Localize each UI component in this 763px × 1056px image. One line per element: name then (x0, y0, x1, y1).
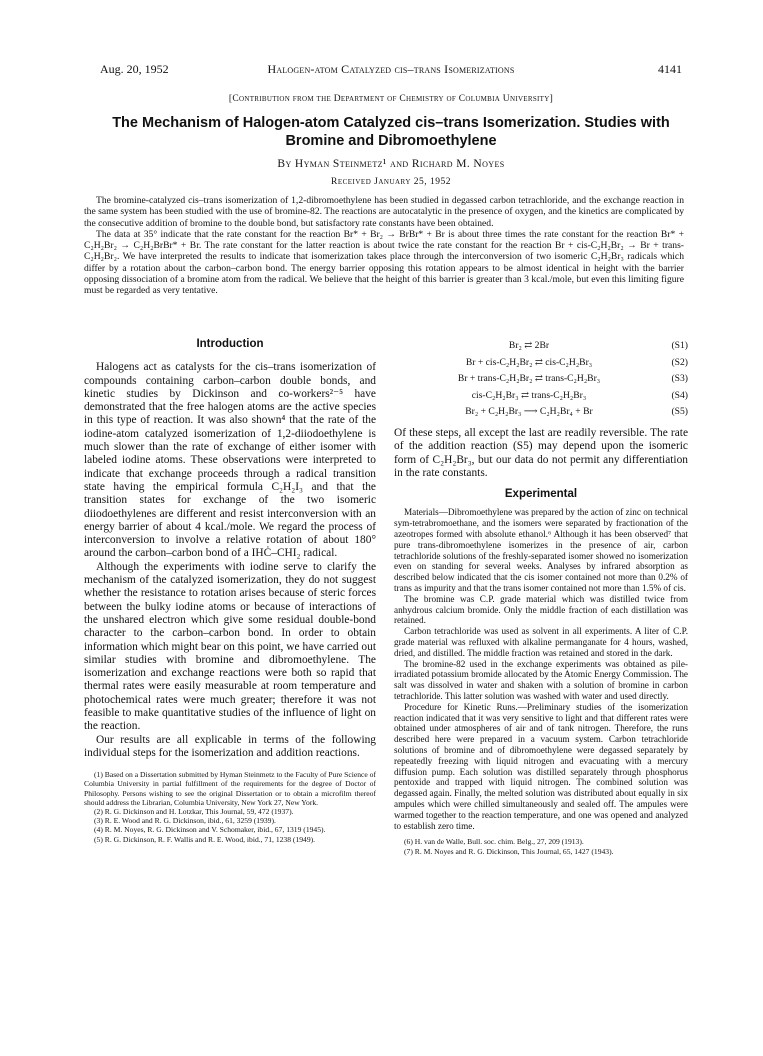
footnote: (5) R. G. Dickinson, R. F. Wallis and R. E. Wood, ibid., 71, 1238 (1949). (94, 834, 316, 844)
abstract-paragraph: The bromine-catalyzed cis–trans isomerization of 1,2-dibromoethylene has been studied in degassed carbon tetrachloride, and the exchange reaction in the same system has been studied with the use of bromine-82. The reactions are autocatalytic in the presence of oxygen, and the kinetics are complicated by the consecutive addition of bromine to the double bond, but satisfactory rate constants have been obtained. (84, 195, 684, 229)
footnotes-right (394, 837, 688, 855)
equation-row (394, 338, 688, 355)
body-paragraph: Our results are all explicable in terms of the following individual steps for the isomerization and addition reactions. (84, 733, 376, 759)
reaction-steps (394, 338, 688, 421)
contribution-line: [Contribution from the Department of Chemistry of Columbia University] (228, 94, 554, 104)
equation-label: (S2) (671, 356, 688, 368)
footnote: (1) Based on a Dissertation submitted by Hyman Steinmetz to the Faculty of Pure Science of Columbia University in partial fulfillment of the requirements for the degree of Doctor of Philosophy. Persons wishing to see the original Dissertation or to obtain a microfilm thereof should address the Librarian, Columbia University, New York 27, New York. (84, 770, 376, 807)
equation-expression: Br₂ + C₂H₂Br₃ ⟶ C₂H₂Br₄ + Br (465, 406, 593, 418)
footnote: (7) R. M. Noyes and R. G. Dickinson, This Journal, 65, 1427 (1943). (404, 846, 614, 856)
equation-row (394, 355, 688, 372)
body-paragraph: Halogens act as catalysts for the cis–trans isomerization of compounds containing carbon–carbon double bonds, and kinetic studies by Dickinson and co-workers²⁻⁵ have demonstrated that the free halogen atoms are the active species in this type of reaction. It was also shown⁴ that the rate of the iodine-atom catalyzed isomerization of 1,2-diiodoethylene is much slower than the rate of exchange of either isomer with labeled iodine atoms. These observations were interpreted to indicate that exchange proceeds through a radical transition state having the empirical formula C₂H₂I₃ and that the transition states for exchange of the two isomeric diiodoethylenes are different and resist interconversion with an energy barrier of about 4 kcal./mole. We regard the process of interconversion to involve a relative rotation of about 180° around the carbon–carbon bond of a IHĊ–CHI₂ radical. (84, 361, 376, 560)
equation-row (394, 404, 688, 421)
issue-date: Aug. 20, 1952 (100, 62, 169, 76)
received-date: Received January 25, 1952 (330, 177, 452, 187)
equation-row (394, 371, 688, 388)
equation-label: (S3) (671, 373, 688, 385)
footnote: (2) R. G. Dickinson and H. Lotzkar, This Journal, 59, 472 (1937). (94, 807, 294, 817)
body-paragraph: The bromine was C.P. grade material which was distilled twice from anhydrous calcium bromide. Only the middle fraction of each distillation was retained. (394, 593, 688, 626)
equation-expression: Br + cis-C₂H₂Br₂ ⇄ cis-C₂H₂Br₃ (465, 356, 593, 368)
equation-expression: Br₂ ⇄ 2Br (508, 340, 550, 351)
equation-label: (S4) (671, 389, 688, 401)
equation-expression: Br + trans-C₂H₂Br₂ ⇄ trans-C₂H₂Br₃ (457, 373, 601, 385)
abstract-paragraph: The data at 35° indicate that the rate constant for the reaction Br* + Br₂ → BrBr* + Br is about three times the rate constant for the reaction Br* + C₂H₂Br₂ → C₂H₂BrBr* + Br. The rate constant for the latter reaction is about twice the rate constant for the reaction Br + cis-C₂H₂Br₂ → Br + trans-C₂H₂Br₂. We have interpreted the results to indicate that isomerization takes place through the interconversion of two isomeric C₂H₂Br₃ radicals which differ by a rotation about the carbon–carbon bond. The energy barrier opposing this rotation appears to be almost identical in height with the barrier opposing dissociation of a bromine atom from the radical. We believe that the height of this barrier is greater than 3 kcal./mole, but even this limiting figure must be regarded as very tentative. (84, 228, 684, 297)
body-paragraph: Although the experiments with iodine serve to clarify the mechanism of the catalyzed isomerization, they do not suggest whether the resistance to rotation arises because of steric forces between the bulky iodine atoms or because of interactions of the unshared electron which give some residual double-bond character to the carbon–carbon bond. In order to obtain information which might bear on this point, we have carried out similar studies with bromine and dibromoethylene. The isomerization and exchange reactions were both so rapid that thermal rates were easily measurable at room temperature and photochemical rates were much greater; therefore it was not feasible to make quantitative studies of the influence of light on the reaction. (84, 560, 376, 733)
body-paragraph: Carbon tetrachloride was used as solvent in all experiments. A liter of C.P. grade material was refluxed with alkaline permanganate for 4 hours, washed, dried, and distilled. The middle fraction was retained and stored in the dark. (394, 626, 688, 658)
body-paragraph: Procedure for Kinetic Runs.—Preliminary studies of the isomerization reaction indicated that it was very sensitive to light and that different rates were obtained under atmospheres of air and of tank nitrogen. Therefore, the runs described here were prepared in a vacuum system. Carbon tetrachloride solutions of bromine and of dibromoethylene were degassed separately by repeatedly freezing with liquid nitrogen and evacuating with a mercury diffusion pump. Each solution was distilled separately through phosphorus pentoxide and trapped with liquid nitrogen. The combined solution was degassed again. Finally, the melted solution was distributed about equally in six ampules which were chilled simultaneously and sealed off. The ampules were warmed together to the reaction temperature, and one was opened and analyzed to establish zero time. (394, 701, 688, 831)
experimental-text (394, 507, 688, 831)
right-column (394, 338, 688, 856)
footnote: (4) R. M. Noyes, R. G. Dickinson and V. Schomaker, ibid., 67, 1319 (1945). (94, 825, 326, 835)
body-paragraph: Of these steps, all except the last are readily reversible. The rate of the addition reaction (S5) may depend upon the isomeric form of C₂H₂Br₃, but our data do not permit any differentiation in the rate constants. (394, 426, 688, 479)
equation-label: (S1) (671, 340, 688, 351)
footnote: (6) H. van de Walle, Bull. soc. chim. Belg., 27, 209 (1913). (404, 837, 584, 847)
article-title: The Mechanism of Halogen-atom Catalyzed cis–trans Isomerization. Studies with Bromine and Dibromoethylene (112, 115, 670, 149)
running-head (100, 62, 682, 78)
abstract (84, 195, 684, 297)
footnotes-left (84, 770, 376, 844)
running-title: Halogen-atom Catalyzed cis–trans Isomerizations (267, 62, 515, 76)
section-heading-experimental: Experimental (504, 488, 578, 501)
left-column (84, 338, 376, 844)
equation-label: (S5) (671, 406, 688, 418)
equation-row (394, 388, 688, 405)
section-heading-introduction: Introduction (196, 338, 264, 350)
equation-expression: cis-C₂H₂Br₃ ⇄ trans-C₂H₂Br₃ (471, 389, 587, 401)
author-byline: By Hyman Steinmetz¹ and Richard M. Noyes (277, 158, 505, 170)
body-paragraph: Materials—Dibromoethylene was prepared by the action of zinc on technical sym-tetrabromoethane, and the isomers were separated by fractionation of the azeotropes formed with absolute ethanol.⁶ Although it has been observed⁷ that pure trans-dibromoethylene isomerizes in the presence of air, carbon tetrachloride solutions of the freshly-separated isomer showed no isomerization even on standing for several weeks. Analyses by infrared absorption as described below indicated that the cis isomer contained not more than 0.2% of trans as impurity and that the trans isomer contained not more than 1.5% of cis. (394, 507, 688, 594)
body-paragraph: The bromine-82 used in the exchange experiments was obtained as pile-irradiated potassium bromide allocated by the Atomic Energy Commission. The salt was dissolved in water and shaken with a solution of bromine in carbon tetrachloride. This latter solution was washed with water and used directly. (394, 658, 688, 701)
page-number: 4141 (658, 62, 682, 76)
footnote: (3) R. E. Wood and R. G. Dickinson, ibid., 61, 3259 (1939). (94, 816, 276, 826)
